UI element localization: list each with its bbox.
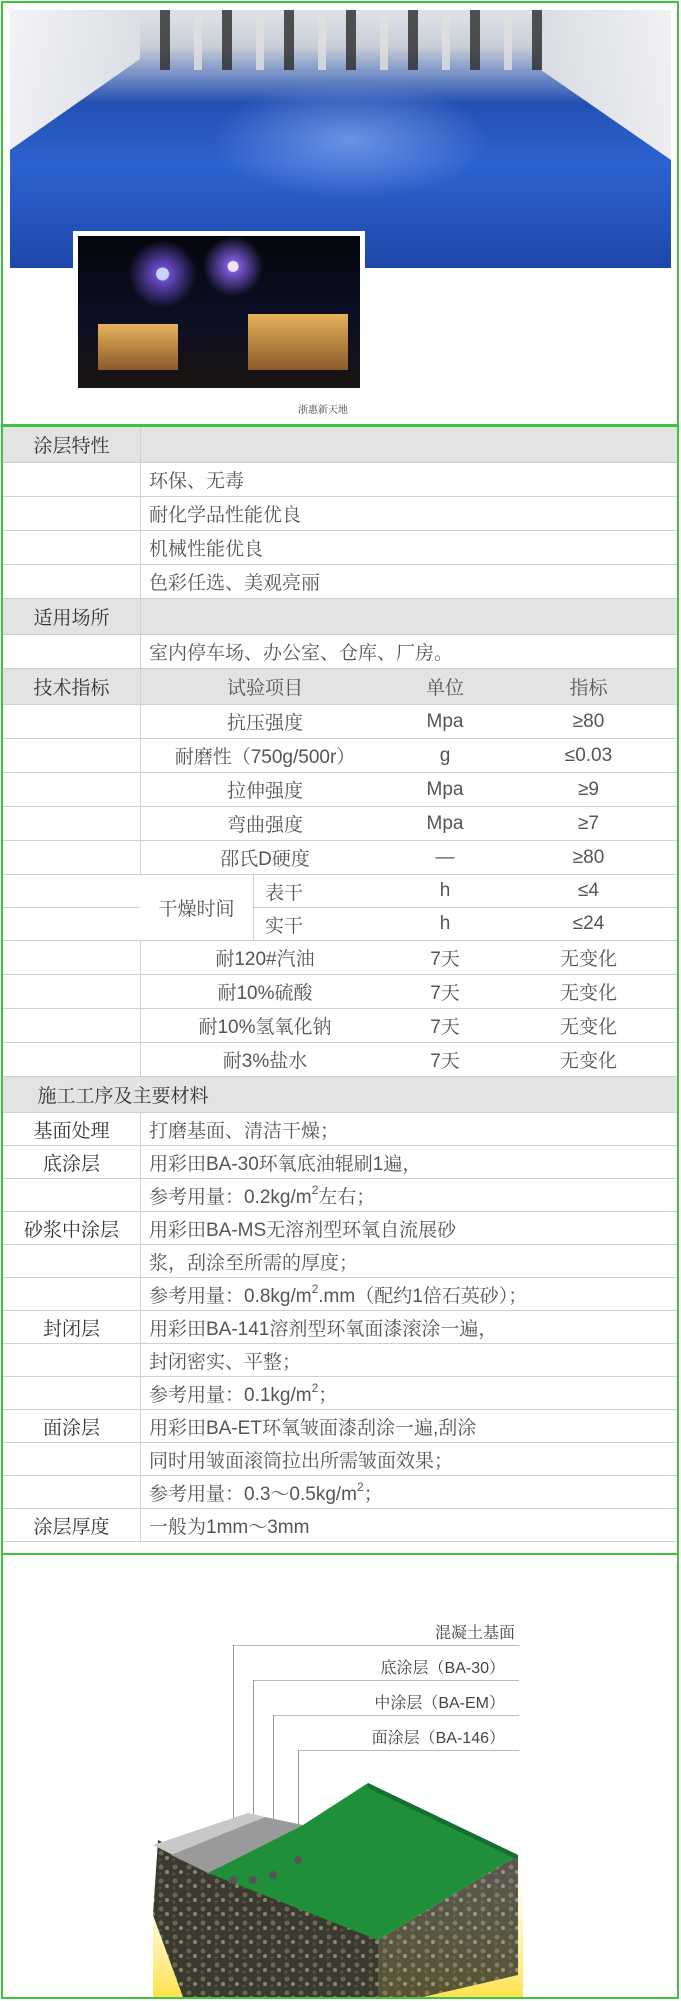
feature-item: 机械性能优良	[149, 539, 264, 560]
table-row	[3, 841, 677, 875]
dry-indicator: ≤4	[578, 880, 599, 901]
chem-item: 耐3%盐水	[222, 1051, 308, 1072]
step-text	[149, 1377, 337, 1409]
tech-unit: Mpa	[426, 778, 464, 800]
column-divider	[140, 1443, 141, 1475]
leader-dot-concrete	[229, 1876, 237, 1884]
chem-indicator: 无变化	[559, 983, 617, 1004]
table-row	[3, 463, 677, 497]
step-text-part: 用彩田BA-141溶剂型环氧面漆滚涂一遍，	[149, 1318, 498, 1340]
column-divider	[140, 1245, 141, 1277]
step-text	[149, 1509, 309, 1541]
dry-indicator: ≤24	[572, 913, 605, 934]
chem-unit: 7天	[430, 1017, 460, 1038]
column-divider	[140, 599, 141, 634]
table-row	[3, 941, 677, 975]
table-row	[3, 1146, 677, 1179]
tech-unit: —	[435, 846, 455, 868]
step-label: 基面处理	[33, 1120, 110, 1142]
step-text	[149, 1146, 421, 1178]
table-row	[3, 1179, 677, 1212]
night-building-photo	[73, 231, 365, 393]
chem-item: 耐10%氢氧化钠	[198, 1017, 332, 1038]
step-text	[149, 1344, 301, 1376]
table-row	[3, 1009, 677, 1043]
step-text	[149, 1212, 456, 1244]
step-text-part: 参考用量：0.8kg/m	[149, 1285, 312, 1307]
table-row	[3, 565, 677, 599]
table-row	[3, 1212, 677, 1245]
tech-header-item: 试验项目	[226, 678, 303, 699]
tech-item: 耐磨性（750g/500r）	[174, 747, 356, 768]
step-label: 砂浆中涂层	[23, 1219, 119, 1241]
chem-indicator: 无变化	[559, 1051, 617, 1072]
superscript: 2	[311, 1183, 319, 1197]
features-title: 涂层特性	[33, 436, 110, 457]
table-row	[3, 908, 677, 941]
table-row	[3, 531, 677, 565]
blue-floor-photo	[10, 10, 671, 268]
chem-unit: 7天	[430, 949, 460, 970]
dry-unit: h	[439, 913, 451, 934]
legend-base-coat: 底涂层（BA-30）	[380, 1660, 505, 1677]
leader-dot-mid	[269, 1871, 277, 1879]
table-row	[3, 1509, 677, 1542]
step-text	[149, 1476, 383, 1508]
table-row	[3, 1377, 677, 1410]
step-text-part: 同时用皱面滚筒拉出所需皱面效果；	[149, 1450, 454, 1472]
chem-unit: 7天	[430, 1051, 460, 1072]
tech-header-unit: 单位	[425, 678, 464, 699]
building-right	[248, 314, 348, 370]
tech-unit: Mpa	[426, 710, 464, 732]
chem-item: 耐10%硫酸	[217, 983, 313, 1004]
step-label: 面涂层	[42, 1417, 100, 1439]
tech-item: 弯曲强度	[226, 815, 303, 836]
column-divider	[140, 1278, 141, 1310]
column-divider	[140, 1212, 141, 1244]
legend-mid-coat: 中涂层（BA-EM）	[374, 1695, 505, 1712]
step-text-part: 一般为1mm～3mm	[149, 1516, 310, 1538]
table-row	[3, 599, 677, 635]
process-title: 施工工序及主要材料	[37, 1086, 209, 1107]
step-text	[149, 1113, 339, 1145]
step-label: 封闭层	[42, 1318, 100, 1340]
top-photo-panel	[1, 1, 679, 426]
step-text	[149, 1311, 497, 1343]
column-divider	[140, 497, 141, 530]
table-row	[3, 427, 677, 463]
left-wall	[10, 10, 140, 150]
table-row	[3, 1311, 677, 1344]
dry-unit: h	[439, 880, 451, 901]
table-row	[3, 1077, 677, 1113]
tech-title: 技术指标	[33, 678, 110, 699]
layer-cross-section	[3, 1555, 681, 2001]
tech-indicator: ≥80	[572, 846, 605, 868]
legend-top-coat: 面涂层（BA-146）	[371, 1730, 505, 1747]
table-row	[3, 739, 677, 773]
column-divider	[140, 427, 141, 462]
dry-item: 实干	[264, 915, 303, 937]
table-row	[3, 1245, 677, 1278]
column-divider	[140, 463, 141, 496]
column-divider	[140, 1113, 141, 1145]
column-divider	[140, 1410, 141, 1442]
tech-indicator: ≥80	[572, 710, 605, 732]
usage-text: 室内停车场、办公室、仓库、厂房。	[149, 643, 454, 664]
step-text-suffix: 左右；	[318, 1186, 376, 1208]
table-row	[3, 669, 677, 705]
step-text	[149, 1278, 527, 1310]
table-row	[3, 1344, 677, 1377]
step-text	[149, 1179, 375, 1211]
feature-item: 色彩任选、美观亮丽	[149, 573, 321, 594]
step-text-part: 用彩田BA-ET环氧皱面漆刮涂一遍,刮涂	[149, 1417, 477, 1439]
tech-indicator: ≤0.03	[564, 744, 613, 766]
table-row	[3, 1278, 677, 1311]
dry-item: 表干	[264, 882, 303, 904]
step-text-part: 用彩田BA-30环氧底油辊刷1遍，	[149, 1153, 422, 1175]
dry-time-label: 干燥时间	[140, 875, 254, 941]
building-left	[98, 324, 178, 370]
table-row	[3, 1410, 677, 1443]
column-divider	[140, 531, 141, 564]
column-divider	[140, 1377, 141, 1409]
column-divider	[140, 1476, 141, 1508]
leader-dot-base	[249, 1876, 257, 1884]
table-row	[3, 1113, 677, 1146]
layer-diagram-panel	[1, 1553, 679, 1999]
table-row	[3, 773, 677, 807]
tech-unit: Mpa	[426, 812, 464, 834]
step-text	[149, 1410, 476, 1442]
step-text-part: 封闭密实、平整；	[149, 1351, 302, 1373]
legend-concrete: 混凝土基面	[434, 1625, 515, 1642]
chem-indicator: 无变化	[559, 1017, 617, 1038]
tech-item: 拉伸强度	[226, 781, 303, 802]
table-row	[3, 1476, 677, 1509]
superscript: 2	[357, 1480, 364, 1494]
column-divider	[140, 1311, 141, 1343]
feature-item: 耐化学品性能优良	[149, 505, 302, 526]
table-row	[3, 635, 677, 669]
chem-item: 耐120#汽油	[215, 949, 315, 970]
step-text-part: 打磨基面、清洁干燥；	[149, 1120, 340, 1142]
chem-indicator: 无变化	[559, 949, 617, 970]
step-text-suffix: .mm（配约1倍石英砂）；	[318, 1285, 528, 1307]
table-row	[3, 1443, 677, 1476]
column-divider	[140, 1146, 141, 1178]
step-text-part: 浆，刮涂至所需的厚度；	[149, 1252, 359, 1274]
step-label: 涂层厚度	[33, 1516, 110, 1538]
table-row	[3, 497, 677, 531]
table-row	[3, 975, 677, 1009]
people-legs	[160, 10, 550, 70]
table-row	[3, 807, 677, 841]
table-row	[3, 1043, 677, 1077]
floor-sheen	[210, 80, 490, 200]
photo-caption: 浙惠新天地	[298, 405, 348, 416]
step-text-part: 参考用量：0.3～0.5kg/m	[149, 1483, 357, 1505]
tech-indicator: ≥7	[578, 812, 599, 834]
usage-title: 适用场所	[33, 608, 110, 629]
step-text	[149, 1245, 358, 1277]
column-divider	[140, 1344, 141, 1376]
step-text-part: 参考用量：0.2kg/m	[149, 1186, 312, 1208]
step-text-part: 参考用量：0.1kg/m	[149, 1384, 312, 1406]
leader-dot-top	[294, 1856, 302, 1864]
tech-item: 抗压强度	[226, 713, 303, 734]
step-label: 底涂层	[42, 1153, 100, 1175]
tech-header-indicator: 指标	[569, 678, 608, 699]
column-divider	[140, 1509, 141, 1541]
step-text-suffix: ；	[363, 1483, 383, 1505]
column-divider	[140, 1179, 141, 1211]
superscript: 2	[311, 1381, 319, 1395]
column-divider	[140, 565, 141, 598]
step-text-suffix: ；	[318, 1384, 338, 1406]
spec-table-panel	[1, 425, 679, 1555]
table-row	[3, 705, 677, 739]
feature-item: 环保、无毒	[149, 471, 245, 492]
column-divider	[140, 635, 141, 668]
tech-indicator: ≥9	[578, 778, 599, 800]
step-text-part: 用彩田BA-MS无溶剂型环氧自流展砂	[149, 1219, 457, 1241]
tech-unit: g	[439, 744, 451, 766]
table-row	[3, 875, 677, 908]
chem-unit: 7天	[430, 983, 460, 1004]
step-text	[149, 1443, 453, 1475]
right-wall	[541, 10, 671, 160]
tech-item: 邵氏D硬度	[220, 849, 310, 870]
superscript: 2	[311, 1282, 319, 1296]
